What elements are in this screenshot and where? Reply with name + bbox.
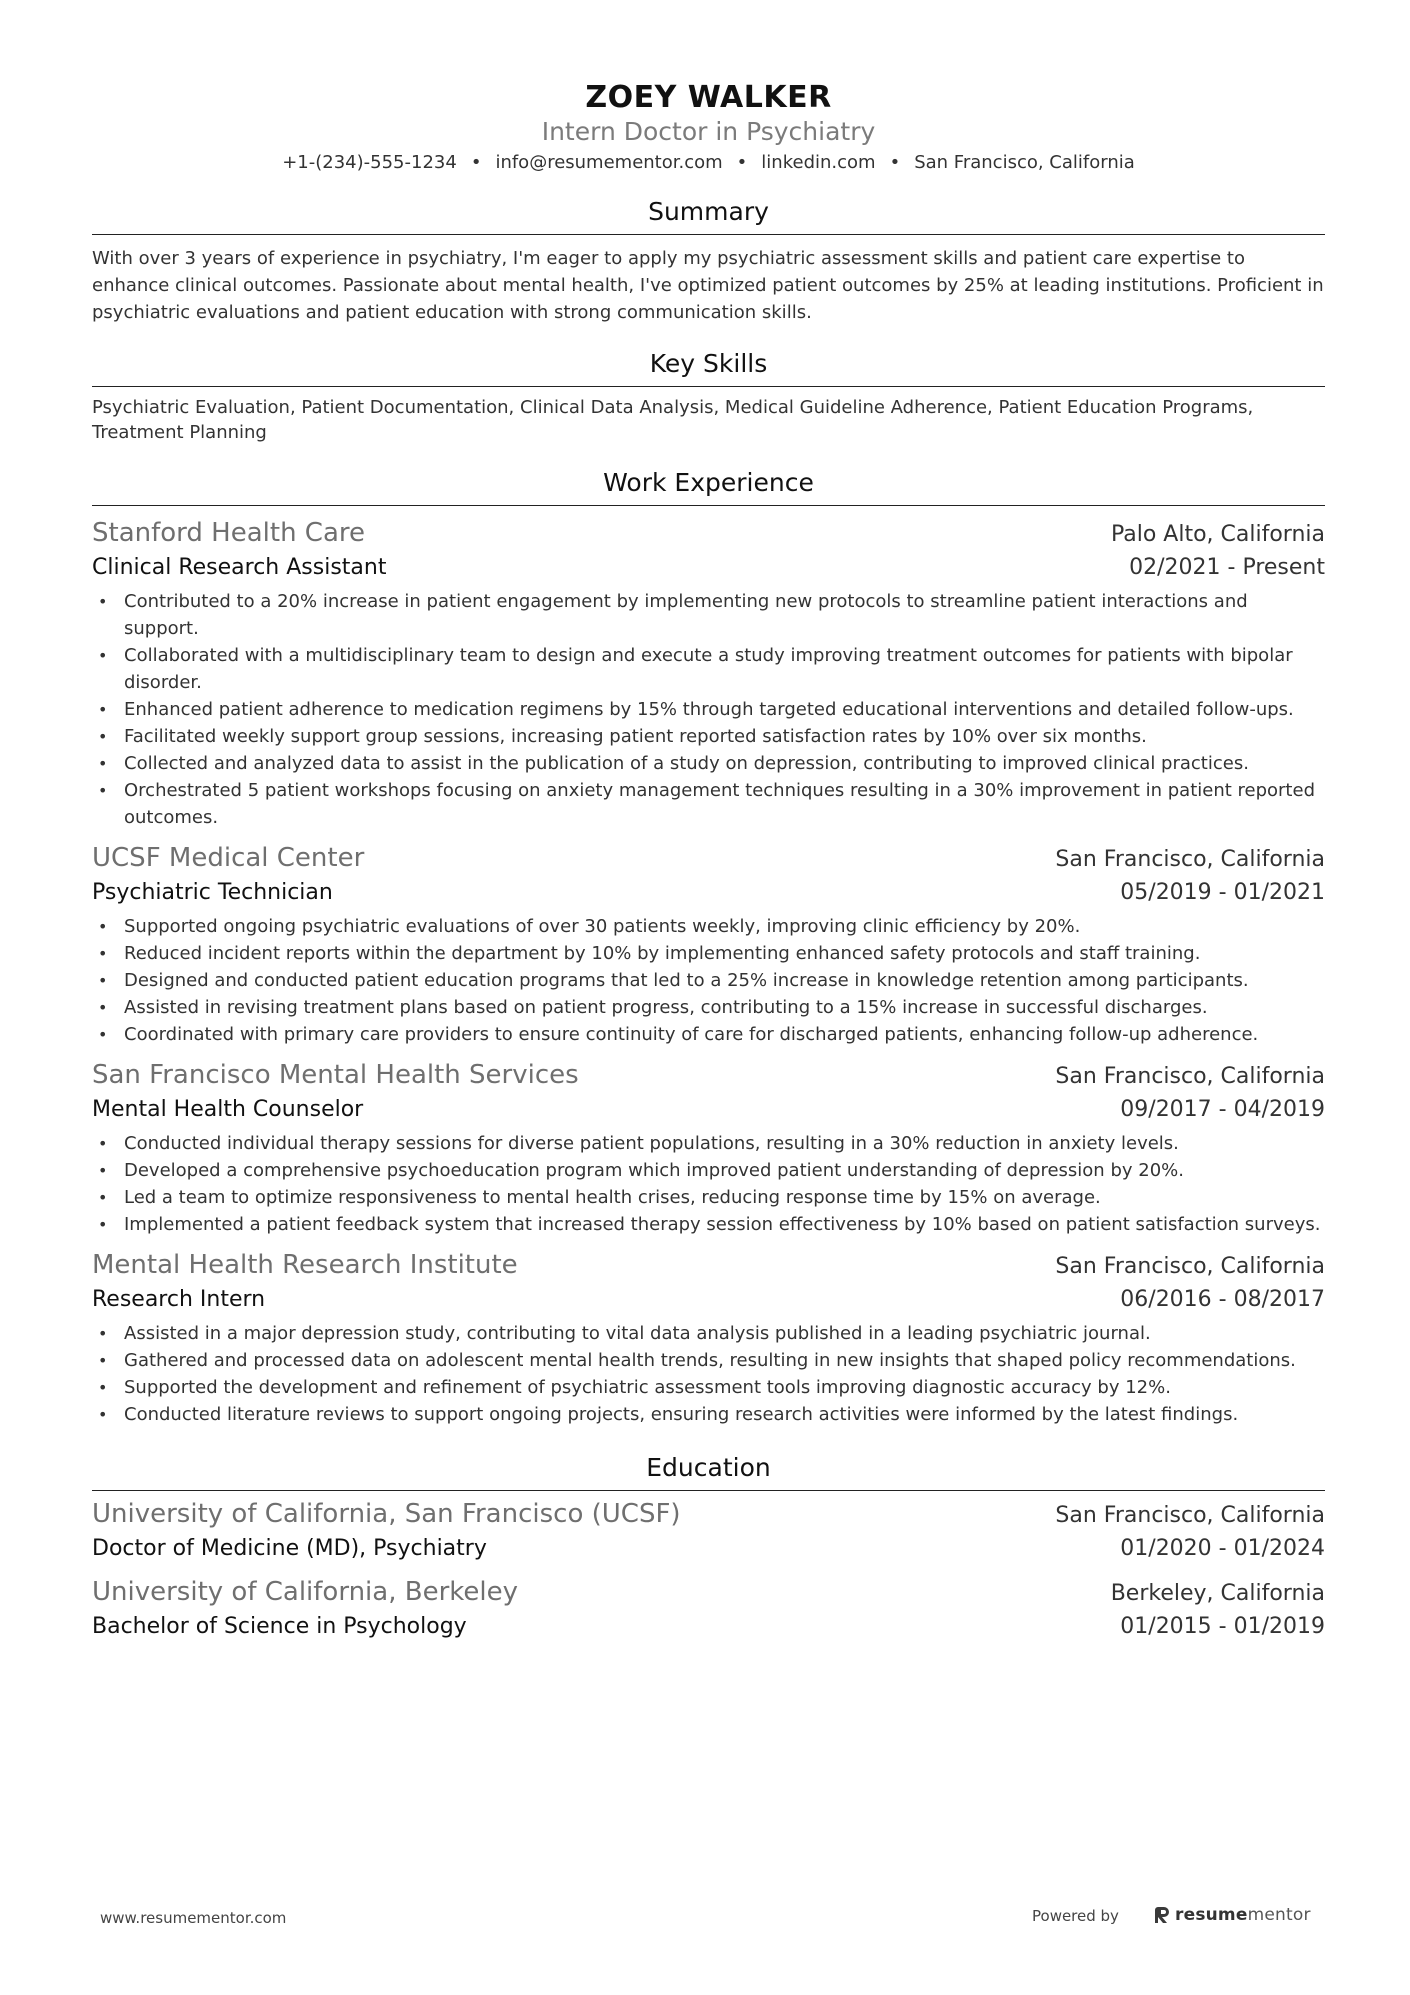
work-experience-list [92,516,1325,1428]
resumementor-logo-text [1175,1905,1311,1925]
job-location: San Francisco, California [1055,1064,1325,1089]
logo-text-light: mentor [1247,1905,1311,1925]
education-heading: Education [92,1452,1325,1491]
footer-powered-by: Powered by [1032,1907,1119,1925]
summary-heading: Summary [92,196,1325,235]
job-dates: 06/2016 - 08/2017 [1120,1287,1325,1312]
education-dates: 01/2015 - 01/2019 [1120,1614,1325,1639]
job-bullet: • Supported ongoing psychiatric evaluations of over 30 patients weekly, improving clinic efficiency by 20%. [92,913,1325,940]
job-location: San Francisco, California [1055,1254,1325,1279]
skills-heading: Key Skills [92,348,1325,387]
education-degree: Bachelor of Science in Psychology [92,1614,467,1639]
contact-separator: • [470,152,482,173]
job-bullets [92,1320,1325,1428]
job-entry [92,1058,1325,1238]
job-role: Clinical Research Assistant [92,555,387,580]
job-bullet: • Contributed to a 20% increase in patient engagement by implementing new protocols to streamline patient interactions and support. [92,588,1325,642]
contact-separator: • [736,152,748,173]
education-school: University of California, San Francisco (UCSF) [92,1499,681,1529]
job-bullet: • Designed and conducted patient education programs that led to a 25% increase in knowledge retention among participants. [92,967,1325,994]
summary-text: With over 3 years of experience in psychiatry, I'm eager to apply my psychiatric assessment skills and patient care expertise to enhance clinical outcomes. Passionate about mental health, I've optimized patient outcomes by 25% at leading institutions. Proficient in psychiatric evaluations and patient education with strong communication skills. [92,248,1324,323]
job-bullet: • Reduced incident reports within the department by 10% by implementing enhanced safety protocols and staff training. [92,940,1325,967]
job-role: Psychiatric Technician [92,880,333,905]
candidate-name: ZOEY WALKER [585,80,832,115]
job-entry [92,841,1325,1048]
education-entry [92,1575,1325,1643]
job-location: Palo Alto, California [1110,522,1325,547]
job-dates: 02/2021 - Present [1129,555,1325,580]
education-location: Berkeley, California [1110,1581,1325,1606]
education-list [92,1497,1325,1643]
job-bullet: • Conducted literature reviews to support ongoing projects, ensuring research activities were informed by the latest findings. [92,1401,1325,1428]
education-degree: Doctor of Medicine (MD), Psychiatry [92,1536,487,1561]
contact-phone: +1-(234)-555-1234 [282,152,457,173]
resumementor-logo-icon [1155,1905,1171,1925]
job-dates: 09/2017 - 04/2019 [1120,1097,1325,1122]
job-bullet: • Led a team to optimize responsiveness to mental health crises, reducing response time by 15% on average. [92,1184,1325,1211]
resume-page [92,80,1325,1643]
job-bullet: • Developed a comprehensive psychoeducation program which improved patient understanding of depression by 20%. [92,1157,1325,1184]
candidate-title: Intern Doctor in Psychiatry [541,117,876,146]
job-role: Mental Health Counselor [92,1097,364,1122]
job-bullet: • Collected and analyzed data to assist in the publication of a study on depression, contributing to improved clinical practices. [92,750,1325,777]
job-bullet: • Conducted individual therapy sessions for diverse patient populations, resulting in a 30% reduction in anxiety levels. [92,1130,1325,1157]
job-bullet: • Supported the development and refinement of psychiatric assessment tools improving diagnostic accuracy by 12%. [92,1374,1325,1401]
job-bullet: • Gathered and processed data on adolescent mental health trends, resulting in new insights that shaped policy recommendations. [92,1347,1325,1374]
education-dates: 01/2020 - 01/2024 [1120,1536,1325,1561]
job-dates: 05/2019 - 01/2021 [1120,880,1325,905]
contact-linkedin[interactable]: linkedin.com [761,152,876,173]
job-bullets [92,1130,1325,1238]
logo-text-bold: resume [1175,1905,1248,1925]
job-bullet: • Implemented a patient feedback system that increased therapy session effectiveness by 10% based on patient satisfaction surveys. [92,1211,1325,1238]
footer-website-link[interactable]: www.resumementor.com [100,1909,287,1927]
job-role: Research Intern [92,1287,266,1312]
job-bullet: • Assisted in a major depression study, contributing to vital data analysis published in a leading psychiatric journal. [92,1320,1325,1347]
job-company: San Francisco Mental Health Services [92,1060,579,1090]
job-bullet: • Coordinated with primary care providers to ensure continuity of care for discharged patients, enhancing follow-up adherence. [92,1021,1325,1048]
job-bullet: • Enhanced patient adherence to medication regimens by 15% through targeted educational interventions and detailed follow-ups. [92,696,1325,723]
page-footer [0,1905,1410,1935]
education-school: University of California, Berkeley [92,1577,518,1607]
job-bullet: • Assisted in revising treatment plans based on patient progress, contributing to a 15% increase in successful discharges. [92,994,1325,1021]
job-bullets [92,588,1325,831]
contact-line [92,150,1325,176]
job-entry [92,516,1325,831]
job-bullets [92,913,1325,1048]
skills-text: Psychiatric Evaluation, Patient Documentation, Clinical Data Analysis, Medical Guideline Adherence, Patient Education Programs, Treatment Planning [92,397,1254,443]
job-company: Mental Health Research Institute [92,1250,518,1280]
contact-separator: • [889,152,901,173]
contact-location: San Francisco, California [914,152,1135,173]
job-entry [92,1248,1325,1428]
job-bullet: • Collaborated with a multidisciplinary team to design and execute a study improving treatment outcomes for patients with bipolar disorder. [92,642,1325,696]
work-experience-heading: Work Experience [92,467,1325,506]
education-entry [92,1497,1325,1565]
job-company: UCSF Medical Center [92,843,365,873]
job-company: Stanford Health Care [92,518,366,548]
resumementor-logo[interactable] [1155,1905,1311,1925]
contact-email[interactable]: info@resumementor.com [495,152,723,173]
job-location: San Francisco, California [1055,847,1325,872]
job-bullet: • Orchestrated 5 patient workshops focusing on anxiety management techniques resulting in a 30% improvement in patient reported outcomes. [92,777,1325,831]
job-bullet: • Facilitated weekly support group sessions, increasing patient reported satisfaction rates by 10% over six months. [92,723,1325,750]
education-location: San Francisco, California [1055,1503,1325,1528]
